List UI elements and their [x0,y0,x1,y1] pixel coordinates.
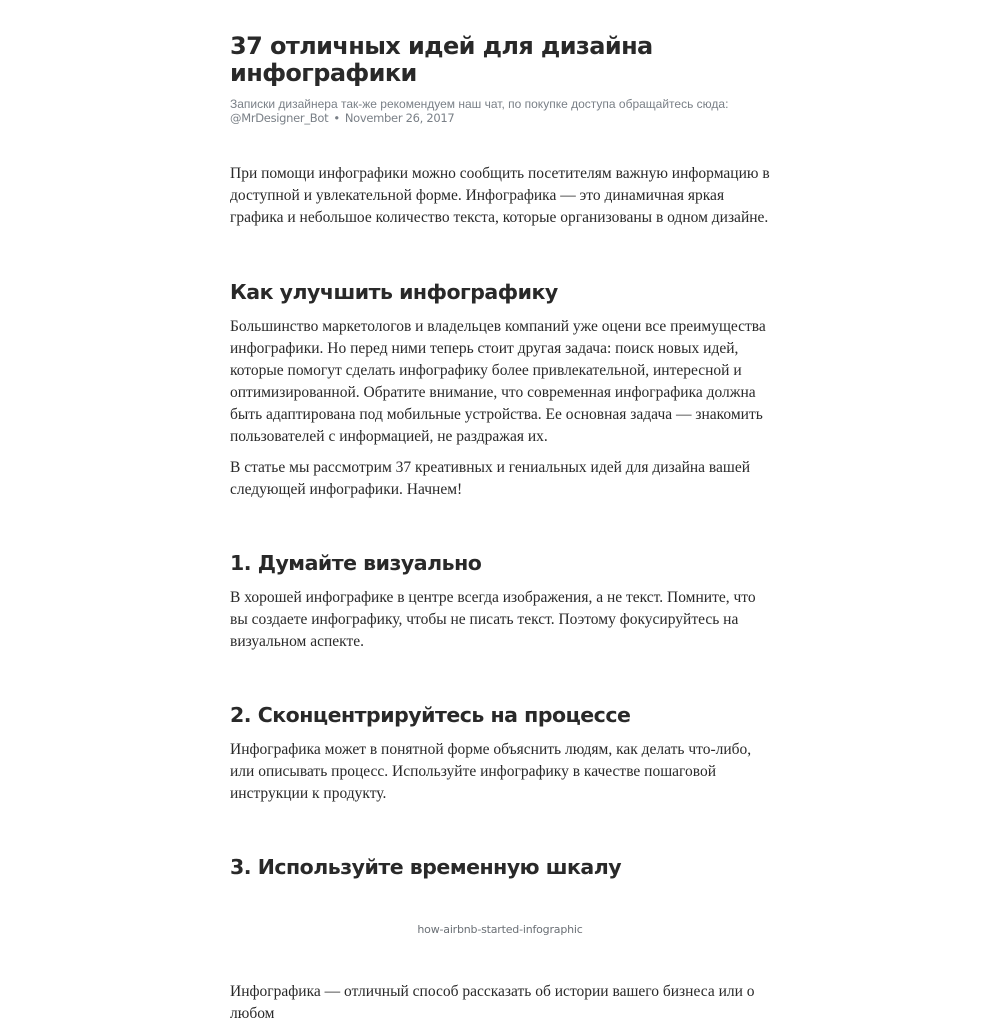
intro-section [230,163,775,229]
publish-date: November 26, 2017 [344,111,455,125]
section-heading-3: 3. Используйте временную шкалу [230,855,622,879]
section-2-paragraph: Инфографика может в понятной форме объяснить людям, как делать что-либо, или описывать процесс. Используйте инфографику в качестве пошаговой инструкции к продукту. [230,741,752,802]
section-1-paragraph: В хорошей инфографике в центре всегда изображения, а не текст. Помните, что вы создаете инфографику, чтобы не писать текст. Поэтому фокусируйтесь на визуальном аспекте. [230,589,756,650]
section-improve-body-2 [230,457,775,501]
author-link[interactable]: @MrDesigner_Bot [230,111,329,125]
section-heading-1: 1. Думайте визуально [230,551,482,575]
improve-paragraph-1: Большинство маркетологов и владельцев компаний уже оцени все преимущества инфографики. Но перед ними теперь стоит другая задача: поиск новых идей, которые помогут сделать инфографику более привлекательной, интересной и оптимизированной. Обратите внимание, что современная инфографика должна быть адаптирована под мобильные устройства. Ее основная задача — знакомить пользователей с информацией, не раздражая их. [230,318,766,445]
section-1 [230,550,775,576]
article-meta [230,97,775,125]
section-heading-2: 2. Сконцентрируйтесь на процессе [230,703,631,727]
section-3 [230,854,775,880]
section-3-paragraph: Инфографика — отличный способ рассказать об истории вашего бизнеса или о любом [230,983,755,1022]
intro-paragraph: При помощи инфографики можно сообщить посетителям важную информацию в доступной и увлекательной форме. Инфографика — это динамичная яркая графика и небольшое количество текста, которые организованы в одном дизайне. [230,165,770,226]
section-3-body [230,981,775,1025]
section-improve [230,279,775,305]
section-improve-body [230,316,775,448]
article-subtitle: Записки дизайнера так-же рекомендуем наш чат, по покупке доступа обращайтесь сюда: [230,97,729,111]
image-caption: how-airbnb-started-infographic [417,923,583,936]
article-title: 37 отличных идей для дизайна инфографики [230,32,653,87]
section-2-body [230,739,775,805]
section-2 [230,702,775,728]
meta-separator: • [333,111,340,125]
section-heading-improve: Как улучшить инфографику [230,280,558,304]
improve-paragraph-2: В статье мы рассмотрим 37 креативных и гениальных идей для дизайна вашей следующей инфографики. Начнем! [230,459,751,498]
author-date-line [230,111,775,125]
article [230,0,775,1022]
section-1-body [230,587,775,653]
